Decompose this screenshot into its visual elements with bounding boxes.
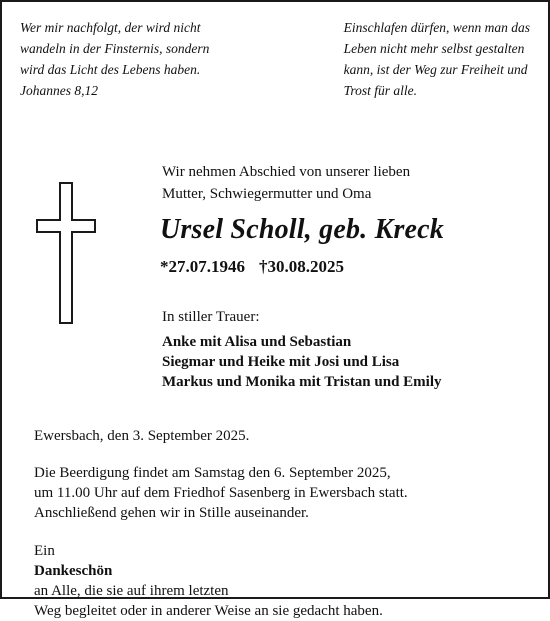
thank-you-prefix: Ein bbox=[34, 543, 55, 559]
mourner-family: Siegmar und Heike mit Josi und Lisa bbox=[162, 354, 400, 370]
thank-you-line: Weg begleitet oder in anderer Weise an sie gedacht haben. bbox=[34, 603, 383, 619]
birth-date: *27.07.1946 bbox=[160, 257, 245, 276]
funeral-line: Die Beerdigung findet am Samstag den 6. September 2025, bbox=[34, 465, 391, 481]
farewell-intro bbox=[162, 161, 410, 205]
farewell-intro-line: Mutter, Schwiegermutter und Oma bbox=[162, 186, 372, 202]
comfort-quote bbox=[344, 17, 530, 101]
thank-you-note bbox=[34, 541, 383, 621]
mourner-family: Markus und Monika mit Tristan und Emily bbox=[162, 374, 442, 390]
comfort-quote-line: Einschlafen dürfen, wenn man das bbox=[343, 20, 530, 35]
mourner-family: Anke mit Alisa und Sebastian bbox=[162, 334, 352, 350]
mourner-list bbox=[162, 332, 442, 392]
funeral-line: um 11.00 Uhr auf dem Friedhof Sasenberg in Ewersbach statt. bbox=[34, 485, 408, 501]
bible-quote-reference: Johannes 8,12 bbox=[20, 83, 98, 98]
deceased-name: Ursel Scholl, geb. Kreck bbox=[160, 214, 445, 245]
funeral-details bbox=[34, 463, 408, 523]
comfort-quote-line: Leben nicht mehr selbst gestalten bbox=[343, 41, 525, 56]
farewell-intro-line: Wir nehmen Abschied von unserer lieben bbox=[162, 164, 411, 180]
thank-you-suffix: an Alle, die sie auf ihrem letzten bbox=[34, 583, 229, 599]
thank-you-word: Dankeschön bbox=[34, 563, 113, 579]
death-date: †30.08.2025 bbox=[259, 257, 344, 276]
bible-quote-line: wird das Licht des Lebens haben. bbox=[20, 62, 201, 77]
bible-quote-line: Wer mir nachfolgt, der wird nicht bbox=[20, 20, 201, 35]
place-and-date: Ewersbach, den 3. September 2025. bbox=[34, 428, 250, 444]
thank-you-line bbox=[34, 541, 383, 601]
life-dates bbox=[160, 257, 344, 277]
cross-icon bbox=[36, 182, 96, 324]
comfort-quote-line: Trost für alle. bbox=[343, 83, 418, 98]
comfort-quote-line: kann, ist der Weg zur Freiheit und bbox=[343, 62, 528, 77]
funeral-line: Anschließend gehen wir in Stille auseinander. bbox=[34, 505, 309, 521]
mourning-label: In stiller Trauer: bbox=[162, 309, 260, 325]
bible-quote bbox=[20, 17, 209, 101]
bible-quote-line: wandeln in der Finsternis, sondern bbox=[20, 41, 210, 56]
